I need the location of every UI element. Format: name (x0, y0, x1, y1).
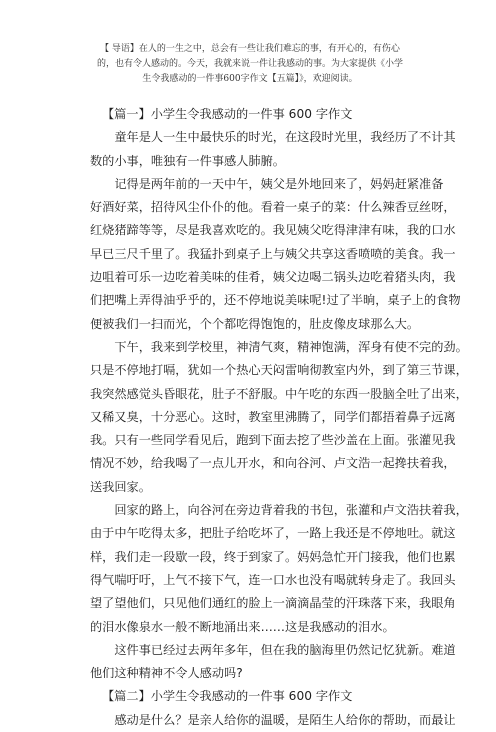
paragraph (90, 336, 468, 499)
text-line: 情况不妙，给我喝了一点儿开水，和向谷河、卢文浩一起搀扶着我， (90, 456, 456, 471)
paragraph (90, 173, 461, 336)
intro-paragraph (72, 42, 428, 87)
paragraph (90, 499, 468, 639)
text-line: 下午，我来到学校里，神清气爽，精神饱满，浑身有使不完的劲。 (90, 339, 468, 354)
text-line: 只是不停地打嗝，犹如一个热心天闷雷响彻教室内外，到了第三节课， (90, 363, 468, 378)
intro-line: 【 导语】在人的一生之中，总会有一些让我们难忘的事，有开心的，有伤心 (100, 44, 400, 54)
text-line: 边咀着可乐一边吃着美味的佳肴，姨父边喝二锅头边吃着猪头肉，我 (90, 270, 456, 285)
text-line: 他们这种精神不令人感动吗? (90, 666, 243, 681)
paragraph (90, 126, 456, 173)
text-line: 好酒好菜，招待风尘仆仆的他。看着一桌子的菜：什么辣香豆丝呀， (90, 200, 456, 215)
text-line: 这件事已经过去两年多年，但在我的脑海里仍然记忆犹新。难道 (90, 642, 456, 657)
text-line: 我突然感觉头昏眼花，肚子不舒服。中午吃的东西一股脑全吐了出来， (90, 386, 468, 401)
text-line: 回家的路上，向谷河在旁边背着我的书包，张灌和卢文浩扶着我， (90, 503, 468, 518)
text-line: 的泪水像泉水一般不断地涌出来……这是我感动的泪水。 (90, 619, 395, 634)
text-line: 我。只有一些同学看见后，跑到下面去挖了些沙盖在上面。张灌见我 (90, 433, 456, 448)
section-heading-text: 【篇二】小学生令我感动的一件事 600 字作文 (102, 689, 353, 704)
text-line: 得气喘吁吁，上气不接下气，连一口水也没有喝就转身走了。我回头 (90, 572, 456, 587)
section-heading (90, 685, 410, 708)
paragraph (90, 639, 456, 686)
text-line: 由于中午吃得太多，把肚子给吃坏了，一路上我还是不停地吐。就这 (90, 526, 456, 541)
text-line: 望了望他们，只见他们通红的脸上一滴滴晶莹的汗珠落下来，我眼角 (90, 596, 456, 611)
text-line: 早已三尺千里了。我猛扑到桌子上与姨父共享这香喷喷的美食。我一 (90, 246, 456, 261)
text-line: 红烧猪蹄等等，尽是我喜欢吃的。我见姨父吃得津津有味，我的口水 (90, 223, 456, 238)
text-line: 又稀又臭，十分恶心。这时，教室里沸腾了，同学们都捂着鼻子远离 (90, 409, 456, 424)
text-line: 们把嘴上弄得油乎乎的，还不停地说美味呢!过了半晌，桌子上的食物 (90, 293, 461, 308)
section-heading-text: 【篇一】小学生令我感动的一件事 600 字作文 (102, 107, 353, 121)
text-line: 童年是人一生中最快乐的时光，在这段时光里，我经历了不计其 (90, 130, 456, 145)
text-line: 感动是什么？是亲人给你的温暖，是陌生人给你的帮助，而最让 (90, 712, 456, 727)
essay-body (90, 103, 468, 732)
text-line: 数的小事，唯独有一件事感人肺腑。 (90, 153, 285, 168)
text-line: 便被我们一扫而光，个个都吃得饱饱的，肚皮像皮球那么大。 (90, 316, 420, 331)
intro-line: 生令我感动的一件事600字作文【五篇】》，欢迎阅读。 (142, 74, 358, 84)
text-line: 记得是两年前的一天中午，姨父是外地回来了，妈妈赶紧准备 (90, 176, 444, 191)
paragraph (90, 709, 456, 732)
text-line: 样，我们走一段歇一段，终于到家了。妈妈急忙开门接我，他们也累 (90, 549, 456, 564)
section-heading (90, 103, 410, 126)
intro-line: 的，也有令人感动的。今天，我就来说一件让我感动的事。为大家提供《小学 (96, 59, 403, 69)
text-line: 送我回家。 (90, 479, 151, 494)
